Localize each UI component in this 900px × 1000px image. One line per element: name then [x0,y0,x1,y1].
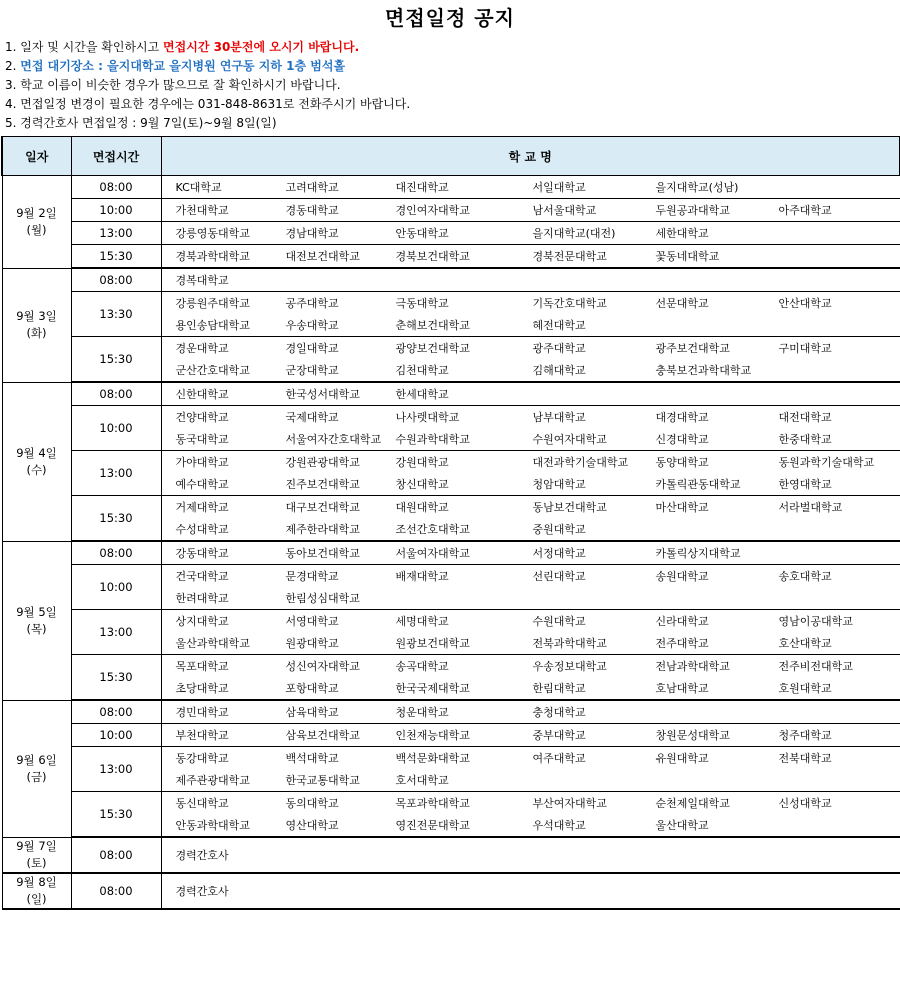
school-name: 경운대학교 [175,342,229,355]
school-name: 경민대학교 [175,706,229,719]
school-name: 호산대학교 [778,637,832,650]
school-name: 백석문화대학교 [395,752,470,765]
day-cell [2,268,71,382]
time-cell: 15:30 [71,496,161,542]
school-name: 고려대학교 [285,181,339,194]
school-name: 전남과학대학교 [655,660,730,673]
school-name: 수원여자대학교 [532,433,607,446]
day-weekday: (화) [26,326,47,340]
school-name: 동양대학교 [655,456,709,469]
schools-cell [161,337,900,383]
day-weekday: (금) [26,769,47,784]
school-name: 대전보건대학교 [285,250,360,263]
notice-list [5,38,410,133]
school-name: 경복대학교 [175,274,229,287]
schools-cell [161,199,900,222]
school-name: 안동대학교 [395,227,449,240]
schools-cell [161,222,900,245]
school-name: 조선간호대학교 [395,523,470,536]
school-name: 우송정보대학교 [532,660,607,673]
school-name: 대원대학교 [395,501,449,514]
header-day: 일자 [2,137,71,176]
school-line [162,565,900,587]
schools-cell [161,610,900,655]
table-row [2,199,900,222]
time-cell: 08:00 [71,268,161,292]
school-name: 김해대학교 [532,364,586,377]
schools-cell [161,792,900,838]
school-name: 공주대학교 [285,297,339,310]
school-name: 창신대학교 [395,478,449,491]
notice-item [5,76,410,95]
day-cell [2,382,71,541]
school-name: 꽃동네대학교 [655,250,720,263]
notice-item [5,114,410,133]
school-name: 영산대학교 [285,819,339,832]
time-cell: 08:00 [71,382,161,406]
school-name: 송호대학교 [778,570,832,583]
school-name: 군산간호대학교 [175,364,250,377]
school-line [162,473,900,495]
school-name: 서울여자간호대학교 [285,433,382,446]
schools-cell [161,747,900,792]
school-name: 서영대학교 [285,615,339,628]
school-name: 송원대학교 [655,570,709,583]
day-cell [2,541,71,700]
school-name: 광주보건대학교 [655,342,730,355]
school-line [162,518,900,540]
school-name: 부산여자대학교 [532,797,607,810]
school-name: 건국대학교 [175,570,229,583]
table-row [2,268,900,292]
header-schools: 학 교 명 [161,137,900,176]
day-cell [2,873,71,909]
time-cell: 10:00 [71,724,161,747]
school-name: 강원대학교 [395,456,449,469]
school-name: 전북과학대학교 [532,637,607,650]
day-date: 9월 8일 [16,874,57,889]
school-name: 거제대학교 [175,501,229,514]
time-cell: 10:00 [71,199,161,222]
school-line [162,792,900,814]
schools-cell [161,268,900,292]
table-row [2,451,900,496]
school-line [162,880,900,902]
school-line [162,337,900,359]
schools-cell [161,451,900,496]
school-name: 카톨릭상지대학교 [655,547,741,560]
day-date: 9월 6일 [16,752,57,767]
school-name: 신성대학교 [778,797,832,810]
day-cell [2,176,71,269]
school-name: 배재대학교 [395,570,449,583]
notice-text: 4. 면접일정 변경이 필요한 경우에는 031-848-8631로 전화주시기 바랍니다. [5,97,411,111]
day-date: 9월 4일 [16,445,57,460]
school-name: 세명대학교 [395,615,449,628]
notice-item [5,38,410,57]
day-date: 9월 2일 [16,205,57,220]
table-row [2,724,900,747]
schools-cell [161,382,900,406]
school-name: 신경대학교 [655,433,709,446]
school-name: 서울여자대학교 [395,547,470,560]
school-name: 마산대학교 [655,501,709,514]
school-name: 서일대학교 [532,181,586,194]
table-row [2,873,900,909]
schools-cell [161,541,900,565]
schools-cell [161,496,900,542]
school-name: 김천대학교 [395,364,449,377]
time-cell: 10:00 [71,406,161,451]
school-name: 신라대학교 [655,615,709,628]
page-title: 면접일정 공지 [385,6,515,30]
school-name: 두원공과대학교 [655,204,730,217]
school-name: 진주보건대학교 [285,478,360,491]
school-name: 안산대학교 [778,297,832,310]
school-name: 경력간호사 [175,884,229,898]
school-line [162,383,900,405]
header-time: 면접시간 [71,137,161,176]
school-name: 광양보건대학교 [395,342,470,355]
school-name: 호원대학교 [778,682,832,695]
schools-cell [161,245,900,269]
day-date: 9월 5일 [16,604,57,619]
school-name: 기독간호대학교 [532,297,607,310]
school-line [162,769,900,791]
school-name: 선문대학교 [655,297,709,310]
school-name: 한국국제대학교 [395,682,470,695]
school-name: 을지대학교(성남) [655,181,739,194]
school-name: 청운대학교 [395,706,449,719]
school-name: KC대학교 [175,181,222,194]
school-name: 서라벌대학교 [778,501,843,514]
school-line [162,655,900,677]
time-cell: 13:00 [71,747,161,792]
school-name: 영진전문대학교 [395,819,470,832]
school-name: 목포과학대학교 [395,797,470,810]
day-date: 9월 3일 [16,309,57,323]
school-name: 경인여자대학교 [395,204,470,217]
schedule-table [1,136,900,910]
school-name: 국제대학교 [285,411,339,424]
school-name: 순천제일대학교 [655,797,730,810]
table-row [2,337,900,383]
school-name: 아주대학교 [778,204,832,217]
school-name: 호서대학교 [395,774,449,787]
school-name: 대전대학교 [778,411,832,424]
school-line [162,428,900,450]
school-name: 신한대학교 [175,388,229,401]
school-line [162,587,900,609]
schools-cell [161,724,900,747]
school-name: 동국대학교 [175,433,229,446]
table-row [2,565,900,610]
table-row [2,747,900,792]
school-name: 삼육보건대학교 [285,729,360,742]
school-name: 광주대학교 [532,342,586,355]
time-cell: 10:00 [71,565,161,610]
school-name: 인천재능대학교 [395,729,470,742]
school-name: 동신대학교 [175,797,229,810]
time-cell: 15:30 [71,655,161,701]
time-cell: 08:00 [71,837,161,873]
time-cell: 15:30 [71,792,161,838]
school-name: 서정대학교 [532,547,586,560]
table-row [2,496,900,542]
table-row [2,406,900,451]
school-name: 세한대학교 [655,227,709,240]
school-name: 한려대학교 [175,592,229,605]
school-name: 중원대학교 [532,523,586,536]
school-name: 경력간호사 [175,848,229,862]
schools-cell [161,292,900,337]
day-weekday: (일) [26,891,47,906]
school-name: 한림성심대학교 [285,592,360,605]
school-name: 춘해보건대학교 [395,319,470,332]
school-name: 선린대학교 [532,570,586,583]
schools-cell [161,406,900,451]
schools-cell [161,700,900,724]
table-row [2,382,900,406]
school-name: 여주대학교 [532,752,586,765]
notice-item [5,57,410,76]
school-name: 동원과학기술대학교 [778,456,875,469]
table-header-row [2,137,900,176]
day-cell [2,837,71,873]
notice-highlight: 면접 대기장소 : 을지대학교 을지병원 연구동 지하 1층 범석홀 [20,59,346,73]
school-name: 경동대학교 [285,204,339,217]
time-cell: 08:00 [71,176,161,199]
school-line [162,677,900,699]
table-row [2,541,900,565]
school-line [162,406,900,428]
school-name: 송곡대학교 [395,660,449,673]
school-line [162,747,900,769]
school-line [162,814,900,836]
school-name: 한국교통대학교 [285,774,360,787]
table-row [2,700,900,724]
school-name: 전북대학교 [778,752,832,765]
table-row [2,245,900,269]
school-name: 수원대학교 [532,615,586,628]
school-name: 충청대학교 [532,706,586,719]
school-line [162,359,900,381]
school-name: 삼육대학교 [285,706,339,719]
school-name: 유원대학교 [655,752,709,765]
school-line [162,610,900,632]
school-name: 한국성서대학교 [285,388,360,401]
school-name: 극동대학교 [395,297,449,310]
school-name: 강동대학교 [175,547,229,560]
school-line [162,292,900,314]
school-line [162,451,900,473]
school-name: 군장대학교 [285,364,339,377]
school-name: 원광보건대학교 [395,637,470,650]
school-name: 울산대학교 [655,819,709,832]
school-name: 우송대학교 [285,319,339,332]
school-line [162,199,900,221]
school-name: 안동과학대학교 [175,819,250,832]
notice-text: 3. 학교 이름이 비슷한 경우가 많으므로 잘 확인하시기 바랍니다. [5,78,341,92]
school-name: 나사렛대학교 [395,411,460,424]
day-weekday: (목) [26,621,47,636]
day-weekday: (토) [26,855,47,870]
school-name: 제주관광대학교 [175,774,250,787]
school-name: 한림대학교 [532,682,586,695]
school-name: 초당대학교 [175,682,229,695]
school-name: 동강대학교 [175,752,229,765]
schools-cell [161,565,900,610]
school-name: 강원관광대학교 [285,456,360,469]
time-cell: 15:30 [71,337,161,383]
school-name: 가야대학교 [175,456,229,469]
school-line [162,632,900,654]
school-name: 전주비전대학교 [778,660,853,673]
school-name: 경북전문대학교 [532,250,607,263]
school-line [162,844,900,866]
school-name: 예수대학교 [175,478,229,491]
day-weekday: (수) [26,462,47,477]
time-cell: 13:30 [71,292,161,337]
school-name: 울산과학대학교 [175,637,250,650]
school-name: 원광대학교 [285,637,339,650]
school-name: 구미대학교 [778,342,832,355]
time-cell: 13:00 [71,451,161,496]
table-row [2,176,900,199]
school-name: 대진대학교 [395,181,449,194]
school-name: 수원과학대학교 [395,433,470,446]
school-name: 을지대학교(대전) [532,227,616,240]
school-name: 남부대학교 [532,411,586,424]
school-line [162,222,900,244]
schools-cell [161,655,900,701]
school-name: 가천대학교 [175,204,229,217]
school-name: 경남대학교 [285,227,339,240]
school-name: 한세대학교 [395,388,449,401]
notice-item [5,95,410,114]
school-name: 대경대학교 [655,411,709,424]
school-line [162,542,900,564]
table-row [2,610,900,655]
school-line [162,724,900,746]
school-name: 대전과학기술대학교 [532,456,629,469]
notice-text: 5. 경력간호사 면접일정 : 9월 7일(토)~9월 8일(일) [5,116,277,130]
table-row [2,792,900,838]
school-name: 카톨릭관동대학교 [655,478,741,491]
school-line [162,245,900,267]
school-name: 영남이공대학교 [778,615,853,628]
notice-text: 1. 일자 및 시간을 확인하시고 [5,40,164,54]
schools-cell [161,176,900,199]
school-name: 포항대학교 [285,682,339,695]
school-name: 경북과학대학교 [175,250,250,263]
time-cell: 08:00 [71,873,161,909]
school-name: 동아보건대학교 [285,547,360,560]
time-cell: 08:00 [71,700,161,724]
school-line [162,269,900,291]
school-name: 청암대학교 [532,478,586,491]
school-name: 남서울대학교 [532,204,597,217]
table-row [2,837,900,873]
school-name: 호남대학교 [655,682,709,695]
time-cell: 08:00 [71,541,161,565]
notice-highlight: 면접시간 30분전에 오시기 바랍니다. [163,40,360,54]
table-row [2,655,900,701]
schools-cell [161,873,900,909]
school-name: 경북보건대학교 [395,250,470,263]
school-name: 성신여자대학교 [285,660,360,673]
table-row [2,222,900,245]
school-name: 부천대학교 [175,729,229,742]
school-line [162,176,900,198]
school-line [162,496,900,518]
school-name: 수성대학교 [175,523,229,536]
school-name: 용인송담대학교 [175,319,250,332]
time-cell: 13:00 [71,610,161,655]
school-name: 한영대학교 [778,478,832,491]
table-row [2,292,900,337]
school-name: 우석대학교 [532,819,586,832]
school-line [162,314,900,336]
school-line [162,701,900,723]
school-name: 상지대학교 [175,615,229,628]
school-name: 청주대학교 [778,729,832,742]
school-name: 건양대학교 [175,411,229,424]
school-name: 경일대학교 [285,342,339,355]
day-weekday: (월) [26,222,47,237]
school-name: 동남보건대학교 [532,501,607,514]
school-name: 강릉영동대학교 [175,227,250,240]
time-cell: 15:30 [71,245,161,269]
school-name: 대구보건대학교 [285,501,360,514]
schools-cell [161,837,900,873]
school-name: 전주대학교 [655,637,709,650]
school-name: 한중대학교 [778,433,832,446]
school-name: 혜전대학교 [532,319,586,332]
notice-text: 2. [5,59,21,73]
school-name: 제주한라대학교 [285,523,360,536]
school-name: 목포대학교 [175,660,229,673]
day-cell [2,700,71,837]
time-cell: 13:00 [71,222,161,245]
school-name: 백석대학교 [285,752,339,765]
school-name: 동의대학교 [285,797,339,810]
day-date: 9월 7일 [16,838,57,853]
school-name: 문경대학교 [285,570,339,583]
school-name: 창원문성대학교 [655,729,730,742]
school-name: 중부대학교 [532,729,586,742]
school-name: 강릉원주대학교 [175,297,250,310]
school-name: 충북보건과학대학교 [655,364,752,377]
